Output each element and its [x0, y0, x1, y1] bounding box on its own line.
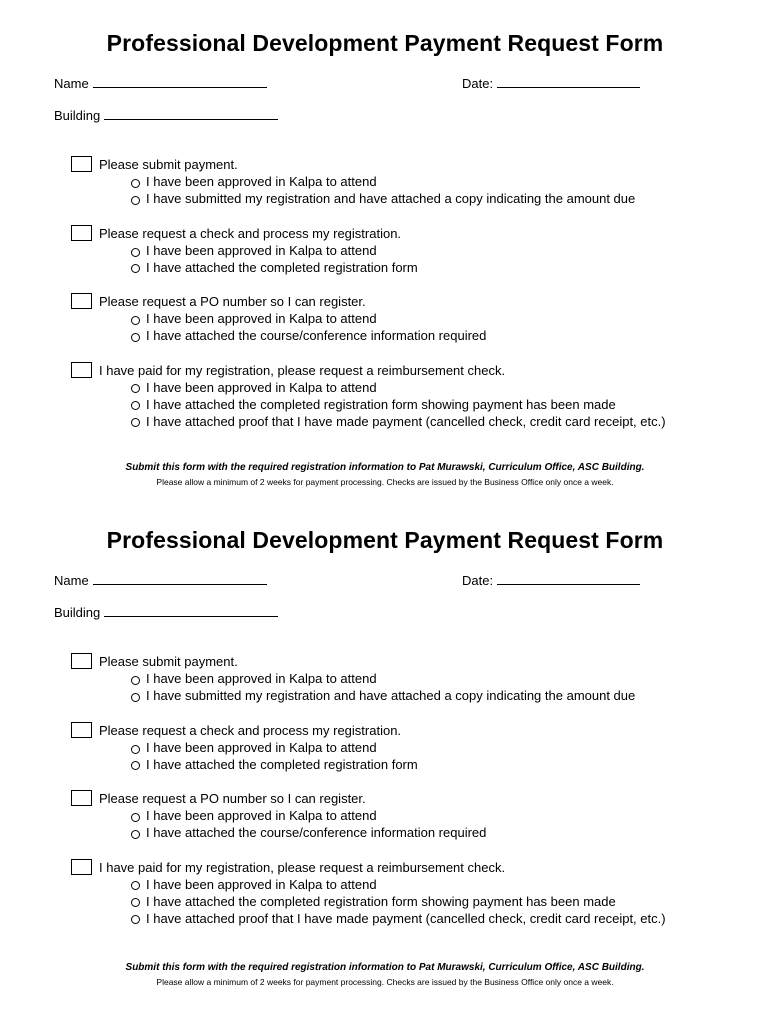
radio-circle[interactable] — [131, 264, 140, 273]
form-title: Professional Development Payment Request Form — [106, 30, 664, 56]
option-label: I have paid for my registration, please request a reimbursement check. — [99, 363, 506, 378]
sub-option-label: I have been approved in Kalpa to attend — [146, 311, 377, 326]
radio-circle[interactable] — [131, 401, 140, 410]
option-checkbox[interactable] — [71, 722, 92, 738]
name-label: Name — [54, 573, 89, 588]
form-title: Professional Development Payment Request Form — [106, 527, 664, 553]
sub-option-label: I have been approved in Kalpa to attend — [146, 243, 377, 258]
date-label: Date: — [462, 573, 494, 588]
building-field — [54, 107, 278, 123]
radio-circle[interactable] — [131, 813, 140, 822]
sub-option-label: I have attached the course/conference information required — [146, 328, 487, 343]
radio-circle[interactable] — [131, 881, 140, 890]
option-label: I have paid for my registration, please request a reimbursement check. — [99, 860, 506, 875]
date-label: Date: — [462, 76, 494, 91]
date-field — [462, 75, 640, 91]
radio-circle[interactable] — [131, 898, 140, 907]
sub-option-label: I have been approved in Kalpa to attend — [146, 740, 377, 755]
submission-instructions: Submit this form with the required registration information to Pat Murawski, Curriculum Office, ASC Building. — [125, 962, 645, 973]
sub-option-label: I have attached proof that I have made payment (cancelled check, credit card receipt, etc.) — [146, 911, 666, 926]
processing-note: Please allow a minimum of 2 weeks for payment processing. Checks are issued by the Business Office only once a week. — [156, 977, 614, 987]
radio-circle[interactable] — [131, 693, 140, 702]
option-checkbox[interactable] — [71, 790, 92, 806]
option-checkbox[interactable] — [71, 653, 92, 669]
option-label: Please submit payment. — [99, 654, 238, 669]
submission-instructions: Submit this form with the required registration information to Pat Murawski, Curriculum Office, ASC Building. — [125, 462, 645, 473]
option-checkbox[interactable] — [71, 225, 92, 241]
sub-option-label: I have attached the completed registration form showing payment has been made — [146, 894, 616, 909]
radio-circle[interactable] — [131, 915, 140, 924]
sub-option-label: I have attached the completed registration form — [146, 260, 418, 275]
radio-circle[interactable] — [131, 248, 140, 257]
date-field — [462, 572, 640, 588]
option-checkbox[interactable] — [71, 293, 92, 309]
radio-circle[interactable] — [131, 761, 140, 770]
radio-circle[interactable] — [131, 418, 140, 427]
payment-request-form-1 — [0, 0, 770, 500]
processing-note: Please allow a minimum of 2 weeks for payment processing. Checks are issued by the Business Office only once a week. — [156, 477, 614, 487]
option-checkbox[interactable] — [71, 362, 92, 378]
radio-circle[interactable] — [131, 745, 140, 754]
radio-circle[interactable] — [131, 384, 140, 393]
name-field — [54, 75, 267, 91]
payment-request-form-2 — [0, 497, 770, 997]
name-input-line[interactable] — [93, 572, 267, 585]
option-label: Please request a check and process my registration. — [99, 723, 402, 738]
radio-circle[interactable] — [131, 316, 140, 325]
sub-option-label: I have been approved in Kalpa to attend — [146, 174, 377, 189]
option-checkbox[interactable] — [71, 859, 92, 875]
name-input-line[interactable] — [93, 75, 267, 88]
radio-circle[interactable] — [131, 333, 140, 342]
name-label: Name — [54, 76, 89, 91]
sub-option-label: I have submitted my registration and have attached a copy indicating the amount due — [146, 688, 636, 703]
sub-option-label: I have been approved in Kalpa to attend — [146, 808, 377, 823]
sub-option-label: I have been approved in Kalpa to attend — [146, 380, 377, 395]
option-label: Please request a check and process my registration. — [99, 226, 402, 241]
building-field — [54, 604, 278, 620]
option-label: Please request a PO number so I can register. — [99, 791, 366, 806]
radio-circle[interactable] — [131, 830, 140, 839]
sub-option-label: I have attached the course/conference information required — [146, 825, 487, 840]
radio-circle[interactable] — [131, 676, 140, 685]
name-field — [54, 572, 267, 588]
option-label: Please submit payment. — [99, 157, 238, 172]
sub-option-label: I have attached the completed registration form showing payment has been made — [146, 397, 616, 412]
building-input-line[interactable] — [104, 107, 278, 120]
sub-option-label: I have been approved in Kalpa to attend — [146, 671, 377, 686]
date-input-line[interactable] — [497, 572, 640, 585]
radio-circle[interactable] — [131, 179, 140, 188]
building-label: Building — [54, 605, 101, 620]
sub-option-label: I have attached the completed registration form — [146, 757, 418, 772]
sub-option-label: I have submitted my registration and have attached a copy indicating the amount due — [146, 191, 636, 206]
sub-option-label: I have attached proof that I have made payment (cancelled check, credit card receipt, etc.) — [146, 414, 666, 429]
building-input-line[interactable] — [104, 604, 278, 617]
radio-circle[interactable] — [131, 196, 140, 205]
sub-option-label: I have been approved in Kalpa to attend — [146, 877, 377, 892]
building-label: Building — [54, 108, 101, 123]
date-input-line[interactable] — [497, 75, 640, 88]
option-label: Please request a PO number so I can register. — [99, 294, 366, 309]
option-checkbox[interactable] — [71, 156, 92, 172]
